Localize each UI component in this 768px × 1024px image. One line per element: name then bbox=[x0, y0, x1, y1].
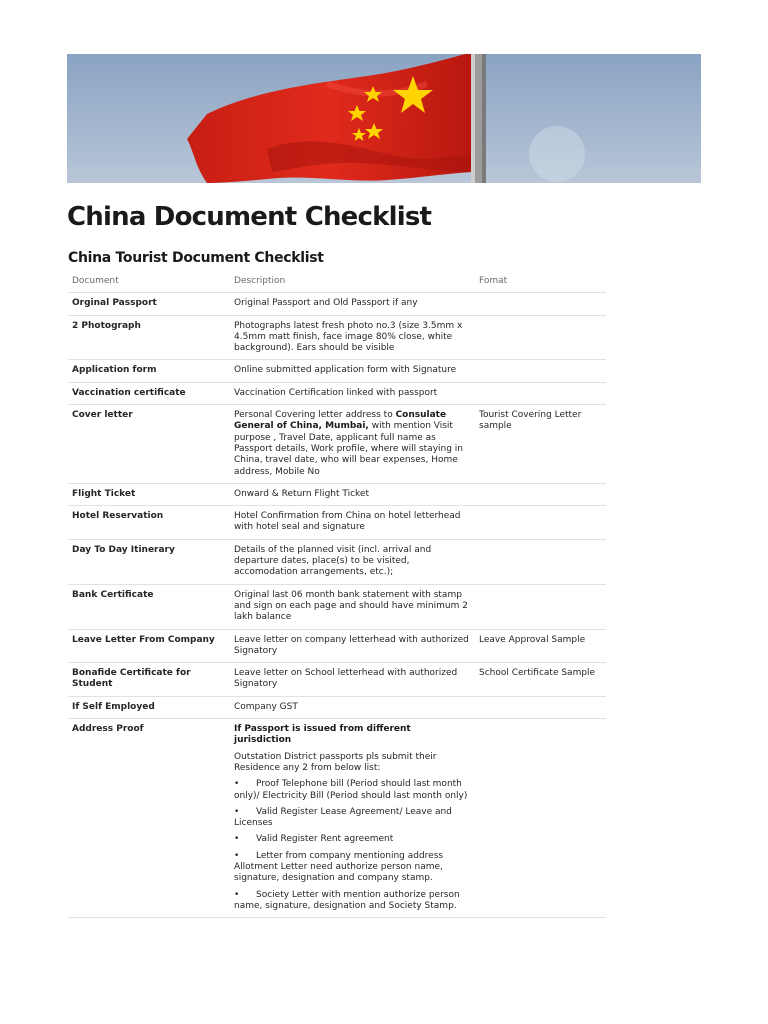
bullet-icon: • bbox=[234, 806, 240, 817]
description-cell bbox=[230, 719, 475, 918]
table-row bbox=[68, 506, 606, 540]
description-cell: Photographs latest fresh photo no.3 (size 3.5mm x 4.5mm matt finish, face image 80% close, white background). Ears should be visible bbox=[230, 315, 475, 360]
format-cell bbox=[475, 293, 606, 315]
list-item-text: Letter from company mentioning address Allotment Letter need authorize person name, signature, designation and company stamp. bbox=[234, 850, 444, 884]
document-link[interactable]: Day To Day Itinerary bbox=[68, 539, 230, 584]
format-cell bbox=[475, 382, 606, 404]
description-cell bbox=[230, 405, 475, 484]
document-link[interactable]: Leave Letter From Company bbox=[68, 629, 230, 663]
list-item bbox=[234, 890, 471, 913]
document-link[interactable]: Orginal Passport bbox=[68, 293, 230, 315]
list-item-text: Society Letter with mention authorize person name, signature, designation and Society Stamp. bbox=[234, 889, 460, 911]
list-item bbox=[234, 851, 471, 885]
table-row bbox=[68, 629, 606, 663]
description-cell: Vaccination Certification linked with passport bbox=[230, 382, 475, 404]
description-cell: Original last 06 month bank statement with stamp and sign on each page and should have minimum 2 lakh balance bbox=[230, 584, 475, 629]
document-link[interactable]: Address Proof bbox=[68, 719, 230, 918]
section-title: China Tourist Document Checklist bbox=[68, 250, 324, 266]
document-link[interactable]: Application form bbox=[68, 360, 230, 382]
format-cell bbox=[475, 539, 606, 584]
table-row bbox=[68, 293, 606, 315]
china-flag-photo bbox=[67, 54, 701, 183]
consulate-name: Consulate General of China, Mumbai, bbox=[234, 410, 447, 432]
list-item bbox=[234, 834, 471, 845]
description-cell: Leave letter on School letterhead with authorized Signatory bbox=[230, 663, 475, 697]
page-title: China Document Checklist bbox=[67, 202, 432, 232]
hero-image bbox=[67, 54, 701, 183]
document-link[interactable]: Flight Ticket bbox=[68, 483, 230, 505]
list-item-text: Valid Register Lease Agreement/ Leave and Licenses bbox=[234, 806, 452, 829]
document-link[interactable]: Vaccination certificate bbox=[68, 382, 230, 404]
format-cell bbox=[475, 506, 606, 540]
description-cell: Details of the planned visit (incl. arrival and departure dates, place(s) to be visited, accomodation arrangements, etc.); bbox=[230, 539, 475, 584]
jurisdiction-heading: If Passport is issued from different jurisdiction bbox=[234, 724, 411, 746]
document-link[interactable]: If Self Employed bbox=[68, 696, 230, 718]
format-link[interactable]: School Certificate Sample bbox=[475, 663, 606, 697]
bullet-icon: • bbox=[234, 850, 240, 861]
table-row bbox=[68, 315, 606, 360]
table-row bbox=[68, 539, 606, 584]
format-cell bbox=[475, 584, 606, 629]
description-text: with mention Visit purpose , Travel Date, applicant full name as Passport details, Work profile, where will staying in China, travel date, who will bear expenses, Home address, Mobile No bbox=[234, 421, 463, 477]
document-link[interactable]: Cover letter bbox=[68, 405, 230, 484]
list-item-text: Proof Telephone bill (Period should last month only)/ Electricity Bill (Period should last month only) bbox=[234, 779, 468, 801]
format-cell bbox=[475, 719, 606, 918]
format-cell bbox=[475, 483, 606, 505]
bullet-icon: • bbox=[234, 834, 240, 845]
format-link[interactable]: Leave Approval Sample bbox=[475, 629, 606, 663]
format-cell bbox=[475, 360, 606, 382]
table-row bbox=[68, 405, 606, 484]
jurisdiction-intro: Outstation District passports pls submit their Residence any 2 from below list: bbox=[234, 751, 437, 773]
table-row bbox=[68, 719, 606, 918]
bullet-icon: • bbox=[234, 889, 240, 900]
format-link[interactable]: Tourist Covering Letter sample bbox=[475, 405, 606, 484]
description-cell: Hotel Confirmation from China on hotel letterhead with hotel seal and signature bbox=[230, 506, 475, 540]
document-checklist-table bbox=[68, 272, 606, 918]
header-document: Document bbox=[68, 272, 230, 293]
description-cell: Company GST bbox=[230, 696, 475, 718]
table-header-row bbox=[68, 272, 606, 293]
format-cell bbox=[475, 315, 606, 360]
description-cell: Leave letter on company letterhead with authorized Signatory bbox=[230, 629, 475, 663]
table-row bbox=[68, 360, 606, 382]
format-cell bbox=[475, 696, 606, 718]
document-link[interactable]: Hotel Reservation bbox=[68, 506, 230, 540]
document-link[interactable]: 2 Photograph bbox=[68, 315, 230, 360]
table-row bbox=[68, 584, 606, 629]
header-description: Description bbox=[230, 272, 475, 293]
description-cell: Online submitted application form with Signature bbox=[230, 360, 475, 382]
document-link[interactable]: Bank Certificate bbox=[68, 584, 230, 629]
list-item-text: Valid Register Rent agreement bbox=[256, 834, 394, 845]
table-row bbox=[68, 696, 606, 718]
bullet-icon: • bbox=[234, 779, 240, 790]
description-cell: Onward & Return Flight Ticket bbox=[230, 483, 475, 505]
header-format: Fomat bbox=[475, 272, 606, 293]
description-cell: Original Passport and Old Passport if any bbox=[230, 293, 475, 315]
table-row bbox=[68, 382, 606, 404]
table-row bbox=[68, 663, 606, 697]
table-row bbox=[68, 483, 606, 505]
list-item bbox=[234, 807, 471, 830]
list-item bbox=[234, 779, 471, 802]
description-text: Personal Covering letter address to bbox=[234, 410, 396, 421]
document-link[interactable]: Bonafide Certificate for Student bbox=[68, 663, 230, 697]
